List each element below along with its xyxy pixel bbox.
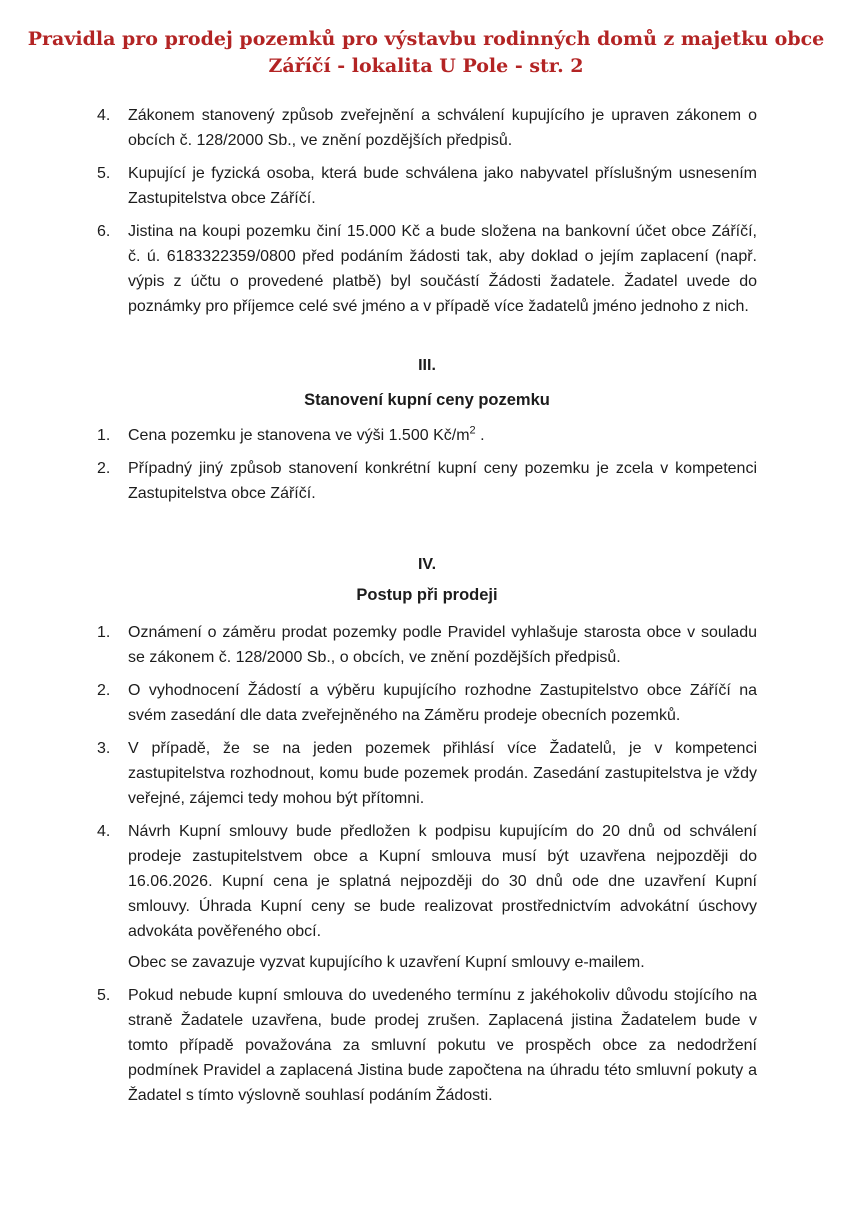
list-item <box>97 620 757 670</box>
section-4-heading: Postup při prodeji <box>356 586 498 604</box>
list-item-number: 3. <box>97 740 111 757</box>
list-item-text <box>128 819 757 975</box>
list-item-number: 2. <box>97 682 111 699</box>
list-item <box>97 456 757 506</box>
list-item-extra-paragraph: Obec se zavazuje vyzvat kupujícího k uzavření Kupní smlouvy e-mailem. <box>128 954 645 971</box>
section-4-number: IV. <box>417 556 437 573</box>
list-item <box>97 219 757 319</box>
list-item <box>97 423 757 448</box>
list-item-text: V případě, že se na jeden pozemek přihlásí více Žadatelů, je v kompetenci zastupitelstva rozhodnout, komu bude pozemek prodán. Zasedání zastupitelstva je vždy veřejné, zájemci tedy mohou být přítomni. <box>128 740 757 807</box>
section-3-number: III. <box>418 357 436 374</box>
list-item <box>97 819 757 975</box>
document-title-line1: Pravidla pro prodej pozemků pro výstavbu rodinných domů z majetku obce <box>27 28 825 50</box>
list-item-number: 1. <box>97 427 111 444</box>
list-item-text: O vyhodnocení Žádostí a výběru kupujícího rozhodne Zastupitelstvo obce Záříčí na svém zasedání dle data zveřejněného na Záměru prodeje obecních pozemků. <box>128 682 757 724</box>
list-item-number: 1. <box>97 624 111 641</box>
list-item <box>97 103 757 153</box>
list-item <box>97 983 757 1108</box>
section-3-heading: Stanovení kupní ceny pozemku <box>304 391 550 409</box>
document-page <box>0 26 852 1226</box>
document-title <box>0 26 852 80</box>
list-item-text: Zákonem stanovený způsob zveřejnění a schválení kupujícího je upraven zákonem o obcích č. 128/2000 Sb., ve znění pozdějších předpisů. <box>128 107 757 149</box>
list-item-main-paragraph: Návrh Kupní smlouvy bude předložen k podpisu kupujícím do 20 dnů od schválení prodeje zastupitelstvem obce a Kupní smlouva musí být uzavřena nejpozději do 16.06.2026. Kupní cena je splatná nejpozději do 30 dnů ode dne uzavření Kupní smlouvy. Úhrada Kupní ceny se bude realizovat prostřednictvím advokátní úschovy advokáta pověřeného obcí. <box>128 823 757 940</box>
price-text-tail: . <box>475 427 485 444</box>
list-item-text <box>128 423 757 448</box>
list-item-text: Oznámení o záměru prodat pozemky podle Pravidel vyhlašuje starosta obce v souladu se zákonem č. 128/2000 Sb., o obcích, ve znění pozdějších předpisů. <box>128 624 757 666</box>
list-item-number: 2. <box>97 460 111 477</box>
list-item-number: 5. <box>97 165 111 182</box>
list-item-text: Pokud nebude kupní smlouva do uvedeného termínu z jakéhokoliv důvodu stojícího na straně Žadatele uzavřena, bude prodej zrušen. Zaplacená jistina Žadatelem bude v tomto případě považována za smluvní pokutu ve prospěch obce za nedodržení podmínek Pravidel a zaplacená Jistina bude započtena na úhradu této smluvní pokuty a Žadatel s tímto výslovně souhlasí podáním Žádosti. <box>128 987 757 1104</box>
list-item <box>97 736 757 811</box>
list-item <box>97 678 757 728</box>
price-text: Cena pozemku je stanovena ve výši 1.500 Kč/m <box>128 427 470 444</box>
numbered-list-section-4 <box>97 620 757 1108</box>
list-item <box>97 161 757 211</box>
list-item-text: Kupující je fyzická osoba, která bude schválena jako nabyvatel příslušným usnesením Zastupitelstva obce Záříčí. <box>128 165 757 207</box>
list-item-text: Případný jiný způsob stanovení konkrétní kupní ceny pozemku je zcela v kompetenci Zastupitelstva obce Záříčí. <box>128 460 757 502</box>
document-title-line2: Záříčí - lokalita U Pole - str. 2 <box>268 55 584 77</box>
list-item-number: 4. <box>97 107 111 124</box>
list-item-number: 4. <box>97 823 111 840</box>
list-item-text: Jistina na koupi pozemku činí 15.000 Kč a bude složena na bankovní účet obce Záříčí, č. ú. 6183322359/0800 před podáním žádosti tak, aby doklad o jejím zaplacení (např. výpis z účtu o provedené platbě) byl součástí Žádosti žadatele. Žadatel uvede do poznámky pro příjemce celé své jméno a v případě více žadatelů jméno jednoho z nich. <box>128 223 757 315</box>
list-item-number: 6. <box>97 223 111 240</box>
numbered-list-top <box>97 103 757 319</box>
superscript-2: 2 <box>469 424 476 437</box>
list-item-number: 5. <box>97 987 111 1004</box>
numbered-list-section-3 <box>97 423 757 506</box>
document-body <box>97 103 757 1108</box>
